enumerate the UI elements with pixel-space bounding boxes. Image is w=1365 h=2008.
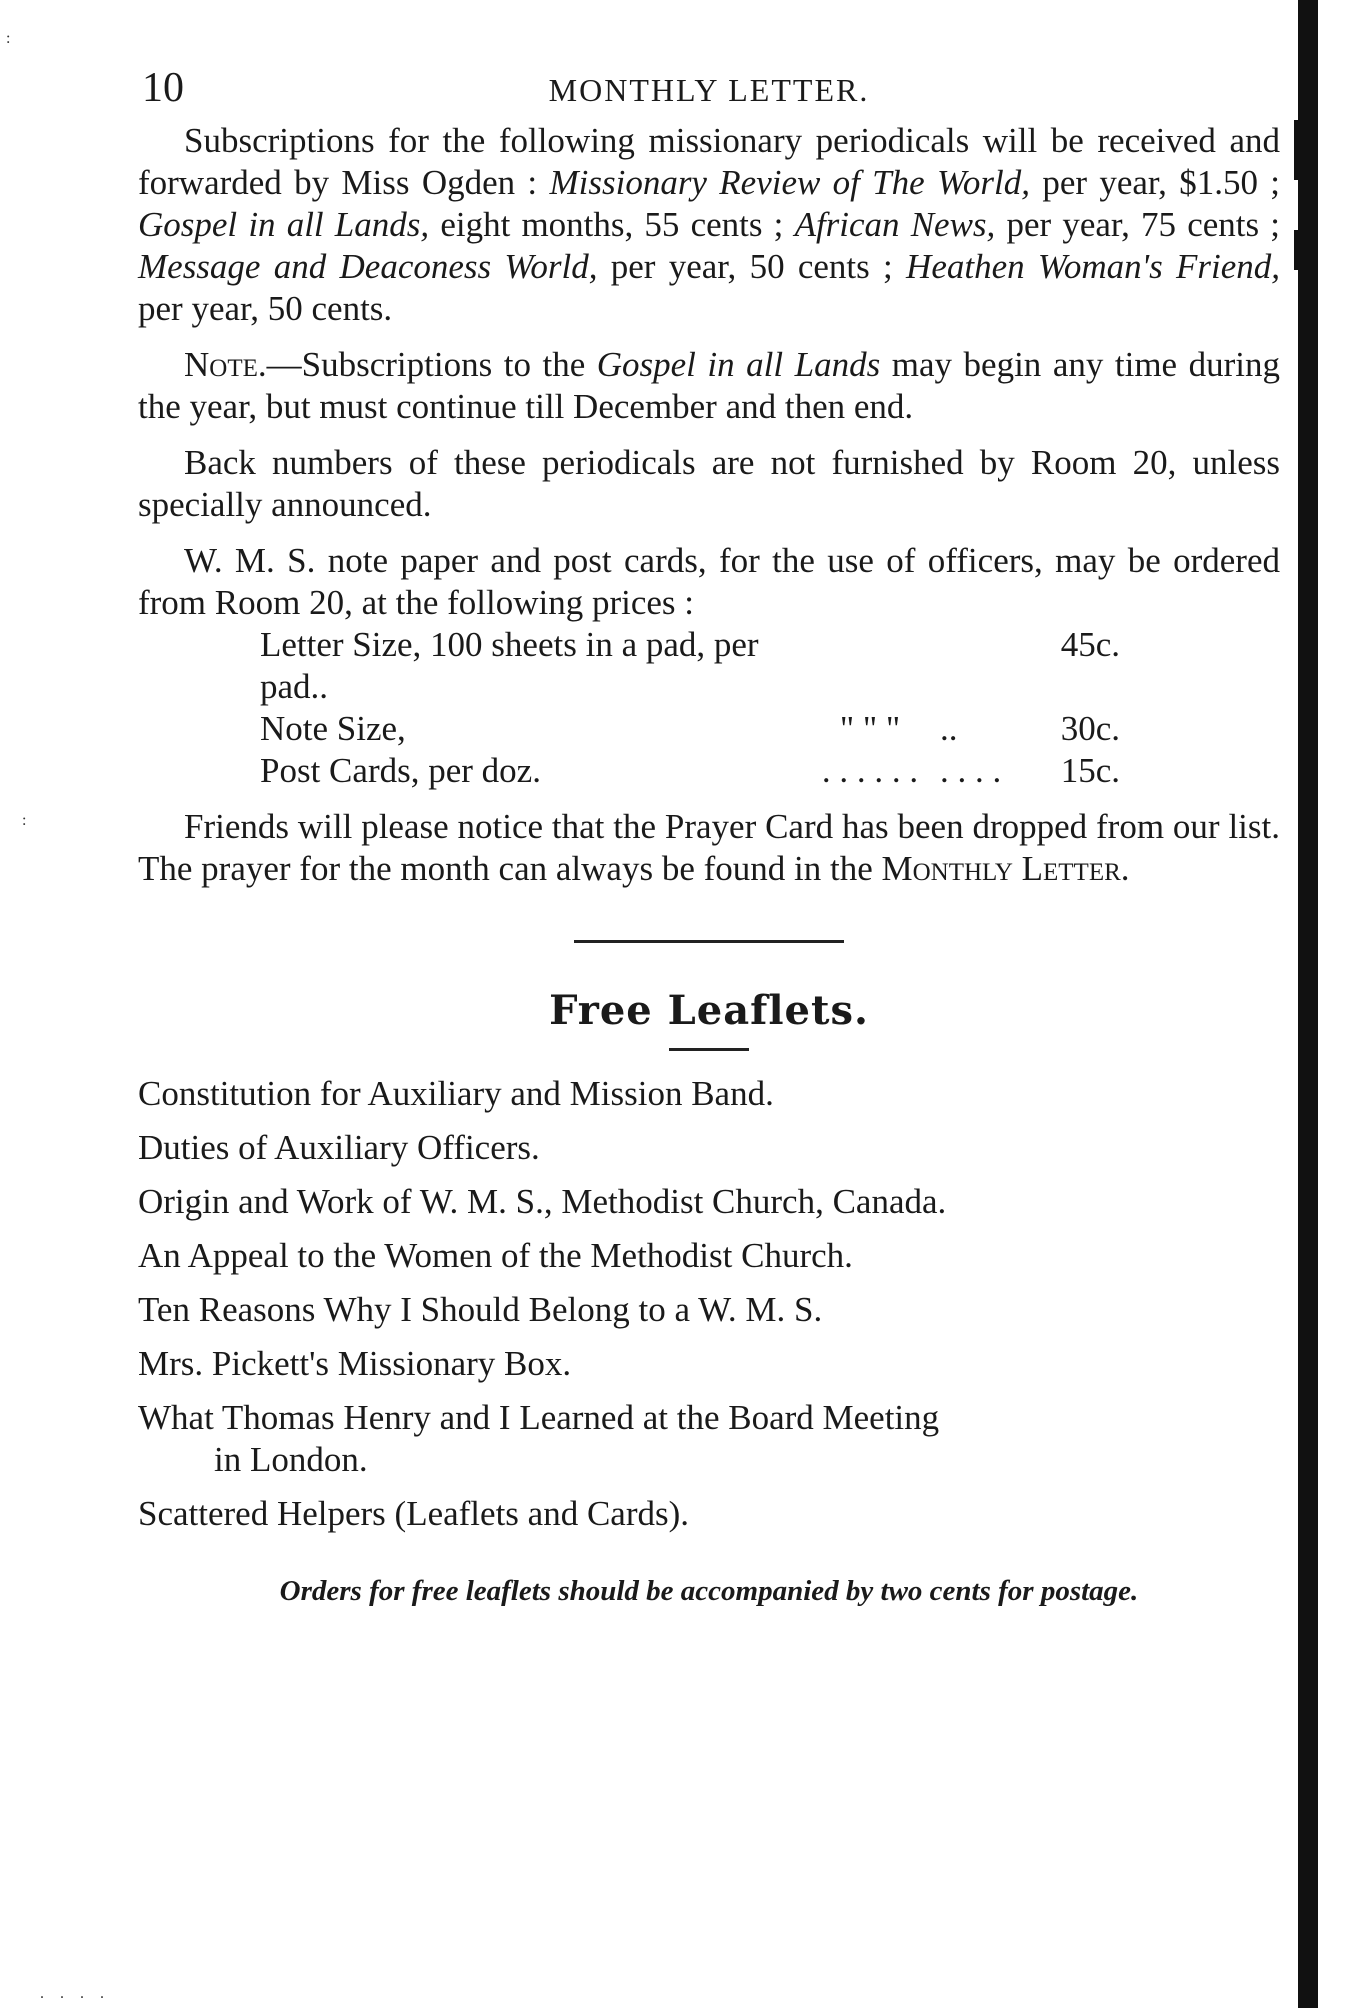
leaflet-item: Mrs. Pickett's Missionary Box. (138, 1344, 572, 1383)
leaflet-item: Origin and Work of W. M. S., Methodist Church, Canada. (138, 1182, 947, 1221)
periodical-price: per year, 50 cents ; (597, 247, 907, 286)
note-title: Gospel in all Lands (596, 345, 881, 384)
note-paragraph (138, 344, 1280, 428)
price-item-label: Letter Size, 100 sheets in a pad, per pad.. (260, 625, 759, 706)
periodical-price: per year, 75 cents ; (995, 205, 1281, 244)
price-item-label: Post Cards, per doz. (260, 751, 541, 790)
prayer-card-end: . (1120, 849, 1130, 888)
note-paper-paragraph: W. M. S. note paper and post cards, for the use of officers, may be ordered from Room 20, at the following prices : (138, 541, 1280, 622)
leaflet-item: Constitution for Auxiliary and Mission Band. (138, 1074, 774, 1113)
leaflet-item-continuation: in London. (214, 1440, 368, 1479)
page-number: 10 (142, 65, 184, 111)
price-value: 30c. (1060, 709, 1120, 748)
page-header (138, 60, 1280, 120)
book-binding-edge (1298, 0, 1318, 2008)
note-text: may begin any time during the year, but must continue till December and then end. (138, 345, 1280, 426)
binding-notch (1294, 120, 1302, 180)
scan-specks: . . . . (40, 1985, 110, 2002)
price-leader: . . . . (940, 751, 1002, 790)
price-value: 45c. (1060, 625, 1120, 664)
price-row (260, 750, 1280, 792)
price-leader (940, 624, 1040, 708)
prayer-card-text: Friends will please notice that the Prayer Card has been dropped from our list. The prayer for the month can always be found in the (138, 807, 1280, 888)
periodical-title: Heathen Woman's Friend, (906, 247, 1281, 286)
leaflet-item: Scattered Helpers (Leaflets and Cards). (138, 1494, 690, 1533)
subscriptions-intro: Subscriptions for the following missionary periodicals will be received and forwarded by Miss Ogden : (138, 121, 1280, 202)
price-item-label: Note Size, (260, 709, 406, 748)
free-leaflets-title: Free Leaflets. (549, 987, 869, 1034)
back-numbers-paragraph: Back numbers of these periodicals are not furnished by Room 20, unless specially announced. (138, 443, 1280, 524)
price-value: 15c. (1060, 751, 1120, 790)
monthly-letter-reference: Monthly Letter (881, 849, 1121, 888)
price-ditto: " " " (839, 709, 901, 748)
note-text: —Subscriptions to the (266, 345, 597, 384)
leaflet-item: Ten Reasons Why I Should Belong to a W. M. S. (138, 1290, 823, 1329)
running-head: MONTHLY LETTER. (548, 72, 870, 108)
periodical-title: African News, (794, 205, 996, 244)
leaflet-item: An Appeal to the Women of the Methodist Church. (138, 1236, 853, 1275)
leaflet-list (138, 1073, 1280, 1535)
price-leader: .. (940, 709, 958, 748)
periodical-price: per year, $1.50 ; (1030, 163, 1280, 202)
prayer-card-paragraph (138, 806, 1280, 890)
subscriptions-paragraph (138, 120, 1280, 330)
note-label: Note. (184, 345, 267, 384)
title-underline (669, 1048, 749, 1051)
price-list (260, 624, 1280, 792)
section-divider (574, 940, 844, 943)
periodical-title: Message and Deaconess World, (138, 247, 598, 286)
periodical-title: Missionary Review of The World, (549, 163, 1031, 202)
leaflet-item: Duties of Auxiliary Officers. (138, 1128, 540, 1167)
scan-specks: : (6, 30, 17, 47)
periodical-price: per year, 50 cents. (138, 289, 393, 328)
postage-footnote: Orders for free leaflets should be accompanied by two cents for postage. (279, 1575, 1139, 1607)
document-page (138, 60, 1280, 1611)
leaflet-item (138, 1397, 1280, 1481)
periodical-price: eight months, 55 cents ; (429, 205, 795, 244)
scan-specks: : (22, 812, 33, 829)
binding-notch (1294, 230, 1302, 270)
leaflet-item-line: What Thomas Henry and I Learned at the Board Meeting (138, 1398, 940, 1437)
price-row (260, 708, 1280, 750)
price-ditto: . . . . . . (821, 751, 919, 790)
price-ditto (800, 624, 940, 708)
price-row (260, 624, 1280, 708)
periodical-title: Gospel in all Lands, (138, 205, 430, 244)
